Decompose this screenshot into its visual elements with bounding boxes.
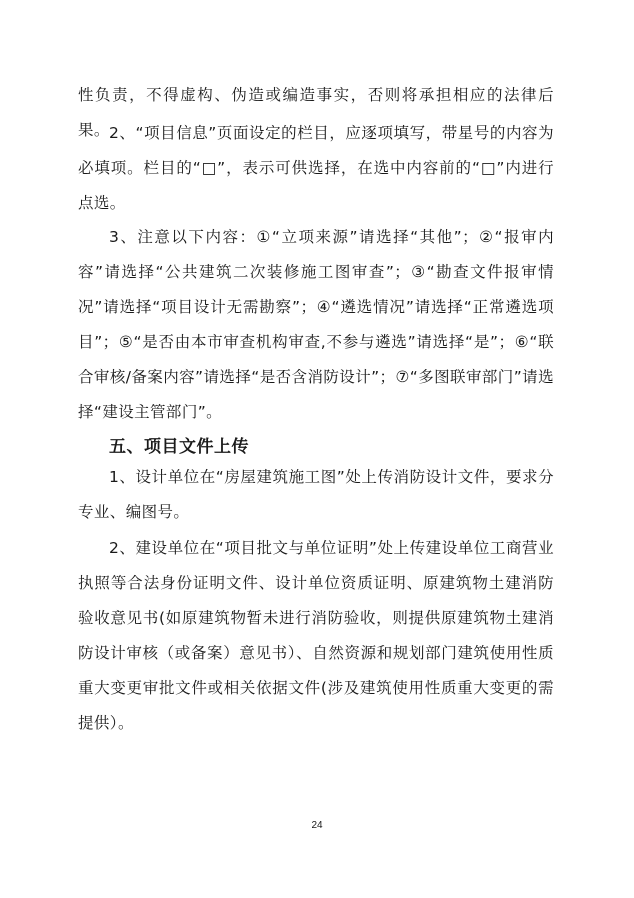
paragraph-construction-upload: 2、建设单位在“项目批文与单位证明”处上传建设单位工商营业执照等合法身份证明文件、设计单位资质证明、原建筑物土建消防验收意见书(如原建筑物暂未进行消防验收，则提供原建筑物土建消防设计审核（或备案）意见书）、自然资源和规划部门建筑使用性质重大变更审批文件或相关依据文件(涉及建筑使用性质重大变更的需提供）。 bbox=[78, 539, 554, 732]
paragraph-continuation: 性负责，不得虚构、伪造或编造事实，否则将承担相应的法律后果。 bbox=[78, 86, 554, 139]
paragraph-project-info: 2、“项目信息”页面设定的栏目，应逐项填写，带星号的内容为必填项。栏目的“□”，表示可供选择，在选中内容前的“□”内进行点选。 bbox=[78, 124, 554, 212]
paragraph-notes: 3、注意以下内容：①“立项来源”请选择“其他”；②“报审内容”请选择“公共建筑二次装修施工图审查”；③“勘查文件报审情况”请选择“项目设计无需勘察”；④“遴选情况”请选择“正常遴选项目”；⑤“是否由本市审查机构审查,不参与遴选”请选择“是”；⑥“联合审核/备案内容”请选择“是否含消防设计”；⑦“多图联审部门”请选择“建设主管部门”。 bbox=[78, 228, 554, 421]
section-heading: 五、项目文件上传 bbox=[109, 437, 249, 457]
page-number: 24 bbox=[311, 820, 323, 831]
paragraph-design-upload: 1、设计单位在“房屋建筑施工图”处上传消防设计文件，要求分专业、编图号。 bbox=[78, 468, 554, 521]
